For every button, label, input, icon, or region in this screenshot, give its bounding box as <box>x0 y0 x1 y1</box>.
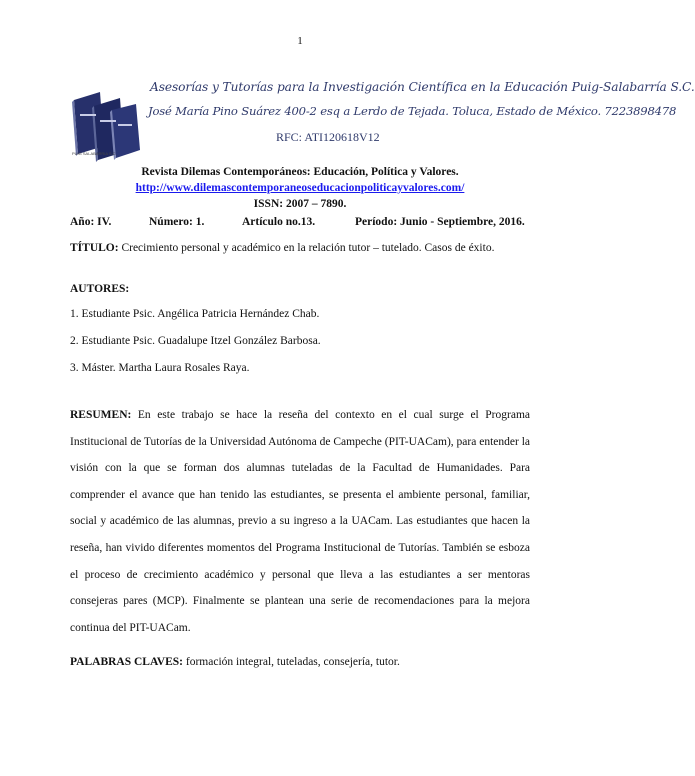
keywords-text: formación integral, tuteladas, consejería, tutor. <box>185 656 400 668</box>
meta-number: Número: 1. <box>149 216 205 228</box>
page-number: 1 <box>297 35 303 47</box>
letterhead-rfc: RFC: ATI120618V12 <box>276 130 380 144</box>
logo-caption: PUIG SALABARRIA S.C. <box>72 151 117 156</box>
author-3: 3. Máster. Martha Laura Rosales Raya. <box>70 362 250 374</box>
journal-url-link[interactable]: http://www.dilemascontemporaneoseducacionpoliticayvalores.com/ <box>135 182 465 194</box>
journal-issn: ISSN: 2007 – 7890. <box>253 198 347 210</box>
abstract-label: RESUMEN: <box>70 409 132 421</box>
journal-name: Revista Dilemas Contemporáneos: Educación, Política y Valores. <box>141 166 459 178</box>
letterhead <box>70 76 695 162</box>
meta-year: Año: IV. <box>70 216 112 228</box>
author-1: 1. Estudiante Psic. Angélica Patricia Hernández Chab. <box>70 308 320 320</box>
abstract-text: En este trabajo se hace la reseña del contexto en el cual surge el Programa Institucional de Tutorías de la Universidad Autónoma de Campeche (PIT-UACam), para entender la visión con la que se forman dos alumnas tuteladas de la Facultad de Humanidades. Para comprender el avance que han tenido las estudiantes, se presenta el ambiente personal, familiar, social y académico de las alumnas, previo a su ingreso a la UACam. Las estudiantes que hacen la reseña, han vivido diferentes momentos del Programa Institucional de Tutorías. También se esboza el proceso de crecimiento académico y personal que lleva a las estudiantes a ser mentoras consejeras pares (MCP). Finalmente se plantean una serie de recomendaciones para la mejora continua del PIT-UACam. <box>70 409 531 634</box>
meta-period: Período: Junio - Septiembre, 2016. <box>355 216 525 228</box>
title-text: Crecimiento personal y académico en la relación tutor – tutelado. Casos de éxito. <box>121 242 495 254</box>
keywords <box>70 656 400 668</box>
keywords-label: PALABRAS CLAVES: <box>70 656 184 668</box>
authors-heading: AUTORES: <box>70 283 130 295</box>
meta-article: Artículo no.13. <box>242 216 316 228</box>
letterhead-address: José María Pino Suárez 400-2 esq a Lerdo de Tejada. Toluca, Estado de México. 7223898478 <box>148 104 677 118</box>
article-title <box>70 242 494 254</box>
abstract <box>70 402 530 641</box>
author-2: 2. Estudiante Psic. Guadalupe Itzel González Barbosa. <box>70 335 321 347</box>
letterhead-company: Asesorías y Tutorías para la Investigación Científica en la Educación Puig-Salabarría S.C. <box>150 80 695 94</box>
title-label: TÍTULO: <box>70 242 119 254</box>
